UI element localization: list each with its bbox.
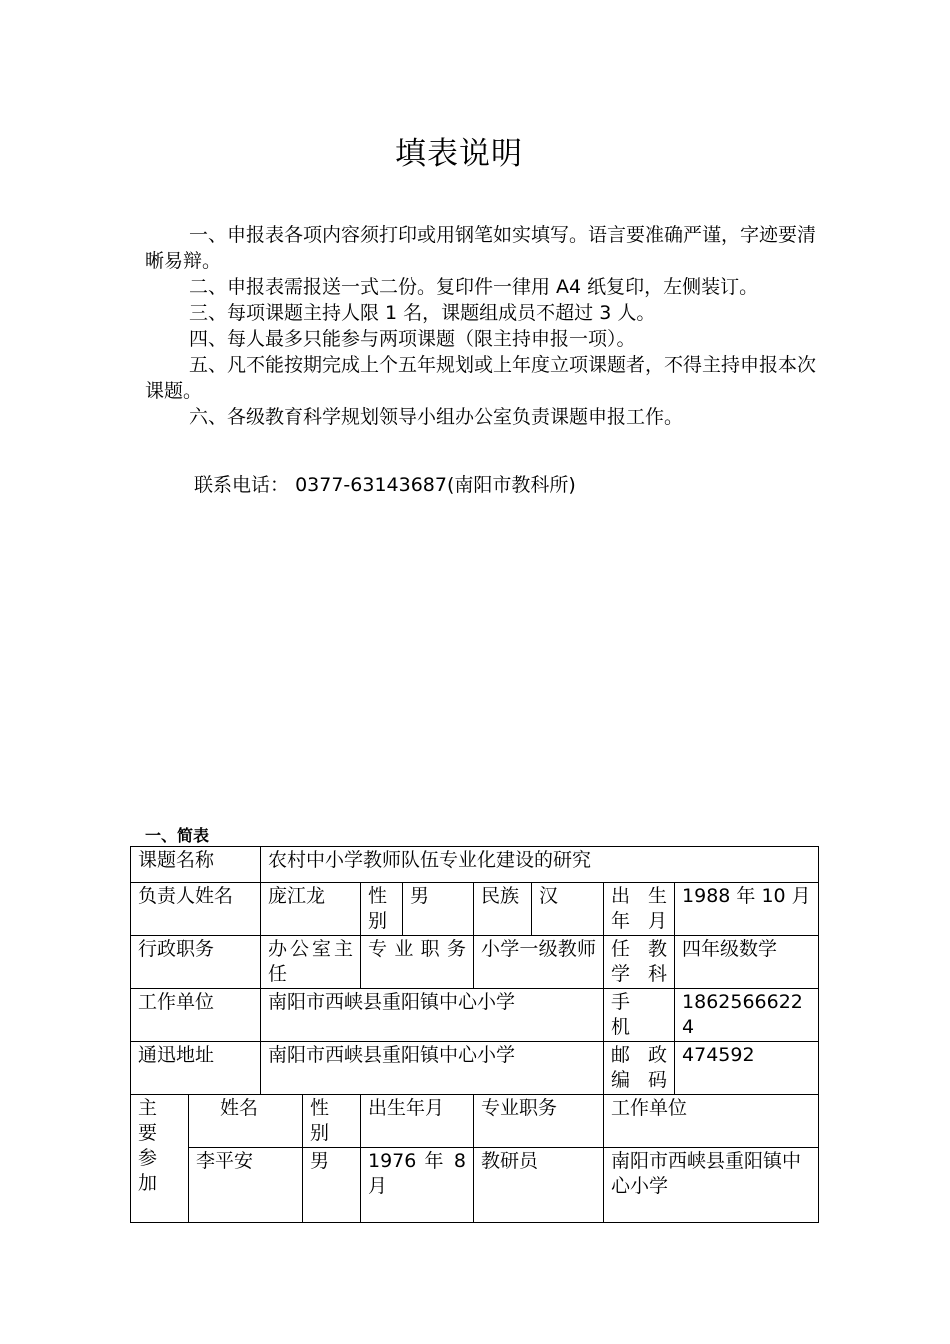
instruction-item-2: 二、申报表需报送一式二份。复印件一律用 A4 纸复印，左侧装订。 — [189, 276, 759, 298]
form-row-address — [131, 1042, 819, 1095]
ethnic-value: 汉 — [532, 883, 604, 936]
leader-value: 庞江龙 — [261, 883, 361, 936]
member-birth: 1976 年 8 月 — [361, 1148, 474, 1223]
member-gender: 男 — [303, 1148, 361, 1223]
instruction-item-3: 三、每项课题主持人限 1 名，课题组成员不超过 3 人。 — [189, 302, 656, 324]
unit-label: 工作单位 — [131, 989, 261, 1042]
gender-value: 男 — [403, 883, 474, 936]
admin-label: 行政职务 — [131, 936, 261, 989]
phone-label: 手机 — [604, 989, 675, 1042]
member-title-header: 专业职务 — [474, 1095, 604, 1148]
contact-label: 联系电话： — [194, 474, 290, 496]
birth-value: 1988 年 10 月 — [675, 883, 819, 936]
members-label: 主要参加 — [131, 1095, 189, 1223]
summary-form-table — [130, 846, 819, 1223]
page-title: 填表说明 — [395, 136, 523, 172]
leader-label: 负责人姓名 — [131, 883, 261, 936]
members-header-row — [131, 1095, 819, 1148]
member-gender-header: 性别 — [303, 1095, 361, 1148]
unit-value: 南阳市西峡县重阳镇中心小学 — [261, 989, 604, 1042]
contact-value: 0377-63143687(南阳市教科所) — [295, 474, 576, 496]
member-name-header: 姓名 — [189, 1095, 303, 1148]
form-row-admin — [131, 936, 819, 989]
member-unit: 南阳市西峡县重阳镇中心小学 — [604, 1148, 819, 1223]
instruction-item-5: 五、凡不能按期完成上个五年规划或上年度立项课题者，不得主持申报本次课题。 — [145, 354, 817, 402]
instruction-item-4: 四、每人最多只能参与两项课题（限主持申报一项）。 — [189, 328, 636, 350]
form-row-leader — [131, 883, 819, 936]
instruction-item-1: 一、申报表各项内容须打印或用钢笔如实填写。语言要准确严谨，字迹要清晰易辩。 — [145, 224, 817, 272]
subject-value: 四年级数学 — [675, 936, 819, 989]
ethnic-label: 民族 — [474, 883, 532, 936]
form-row-unit — [131, 989, 819, 1042]
phone-value: 18625666224 — [675, 989, 819, 1042]
contact-line — [194, 472, 576, 498]
topic-label: 课题名称 — [131, 847, 261, 883]
address-label: 通迅地址 — [131, 1042, 261, 1095]
member-row — [131, 1148, 819, 1223]
form-row-topic — [131, 847, 819, 883]
section-title: 一、简表 — [145, 826, 210, 845]
member-birth-header: 出生年月 — [361, 1095, 474, 1148]
address-value: 南阳市西峡县重阳镇中心小学 — [261, 1042, 604, 1095]
subject-label: 任教学科 — [604, 936, 675, 989]
title-value: 小学一级教师 — [474, 936, 604, 989]
instructions — [145, 222, 830, 430]
member-title: 教研员 — [474, 1148, 604, 1223]
zip-label: 邮政编码 — [604, 1042, 675, 1095]
title-label: 专业职务 — [361, 936, 474, 989]
gender-label: 性别 — [361, 883, 403, 936]
topic-value: 农村中小学教师队伍专业化建设的研究 — [261, 847, 819, 883]
birth-label: 出生年月 — [604, 883, 675, 936]
instruction-item-6: 六、各级教育科学规划领导小组办公室负责课题申报工作。 — [189, 406, 684, 428]
member-unit-header: 工作单位 — [604, 1095, 819, 1148]
member-name: 李平安 — [189, 1148, 303, 1223]
zip-value: 474592 — [675, 1042, 819, 1095]
admin-value: 办公室主任 — [261, 936, 361, 989]
